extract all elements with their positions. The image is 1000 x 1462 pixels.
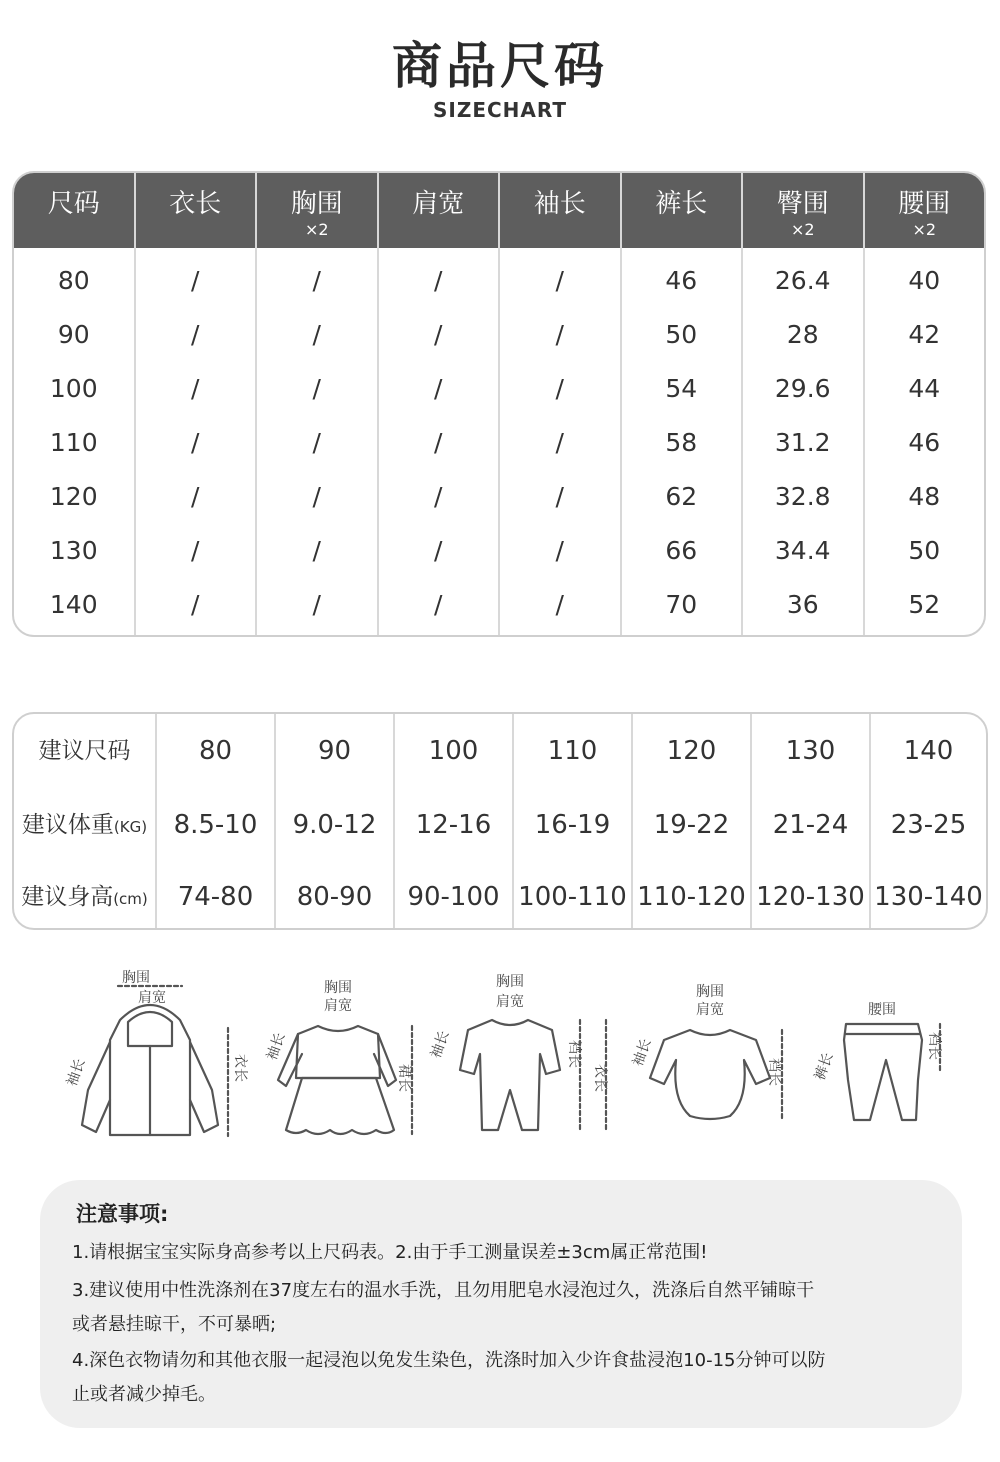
table-cell: 46 <box>908 428 941 457</box>
table-cell: 50 <box>665 320 698 349</box>
table-cell: / <box>434 320 443 349</box>
note-line: 或者悬挂晾干，不可暴晒; <box>72 1314 277 1335</box>
table-cell: 120 <box>666 736 717 766</box>
size-table-column <box>743 248 865 637</box>
recommend-column <box>157 714 276 928</box>
table-cell: 140 <box>49 590 98 619</box>
table-cell: 110 <box>547 736 598 766</box>
row-label-text: 建议身高 <box>21 884 114 910</box>
notes-title: 注意事项: <box>76 1202 169 1226</box>
table-cell: 8.5-10 <box>173 810 258 840</box>
header-cell-pants-length <box>622 173 744 248</box>
table-cell: 70 <box>665 590 698 619</box>
table-cell: 28 <box>786 320 819 349</box>
romper-length-label: 衣长 <box>592 1064 608 1092</box>
table-cell: 62 <box>665 482 698 511</box>
recommend-row-label <box>14 860 155 930</box>
table-cell: / <box>312 536 321 565</box>
table-cell: / <box>191 590 200 619</box>
note-line: 4.深色衣物请勿和其他衣服一起浸泡以免发生染色，洗涤时加入少许食盐浸泡10-15分钟可以防 <box>72 1350 826 1371</box>
table-cell: / <box>555 266 564 295</box>
table-cell: / <box>434 482 443 511</box>
table-cell: 80 <box>57 266 90 295</box>
table-cell: 32.8 <box>774 482 831 511</box>
table-cell: 36 <box>786 590 819 619</box>
header-label: 尺码 <box>47 189 100 219</box>
table-cell: / <box>555 428 564 457</box>
dress-sleeve-label: 袖长 <box>263 1030 289 1063</box>
table-cell: / <box>555 536 564 565</box>
size-table-column <box>257 248 379 637</box>
pants-drawing <box>844 1024 940 1120</box>
table-cell: / <box>191 482 200 511</box>
table-cell: 100 <box>49 374 98 403</box>
header-cell-size <box>14 173 136 248</box>
header-cell-hip <box>743 173 865 248</box>
header-label: 衣长 <box>169 189 222 219</box>
table-cell: 21-24 <box>772 810 849 840</box>
table-cell: 140 <box>903 736 954 766</box>
garment-illustrations <box>40 950 960 1150</box>
recommend-column <box>752 714 871 928</box>
table-cell: 110 <box>49 428 98 457</box>
table-cell: 74-80 <box>177 882 254 912</box>
bodysuit-shoulder-label: 肩宽 <box>696 1002 724 1018</box>
table-cell: 19-22 <box>653 810 730 840</box>
table-cell: 120 <box>49 482 98 511</box>
table-cell: / <box>434 536 443 565</box>
dress-length-label: 裙长 <box>396 1064 412 1092</box>
jacket-sleeve-label: 袖长 <box>63 1056 89 1089</box>
table-cell: 50 <box>908 536 941 565</box>
table-cell: / <box>312 590 321 619</box>
header-cell-shoulder <box>379 173 501 248</box>
header-label: 腰围 <box>898 189 951 219</box>
table-cell: 48 <box>908 482 941 511</box>
table-cell: 130 <box>49 536 98 565</box>
romper-sleeve-label: 袖长 <box>427 1028 453 1061</box>
page-subtitle: SIZECHART <box>432 98 568 122</box>
recommend-row-label <box>14 788 155 862</box>
table-cell: / <box>312 428 321 457</box>
romper-shoulder-label: 肩宽 <box>496 994 524 1010</box>
table-cell: 130 <box>785 736 836 766</box>
size-table-column <box>14 248 136 637</box>
header-cell-waist <box>865 173 985 248</box>
header-cell-length <box>136 173 258 248</box>
table-cell: 26.4 <box>774 266 831 295</box>
header-label: 肩宽 <box>412 189 465 219</box>
bodysuit-chest-label: 胸围 <box>696 984 724 1000</box>
jacket-shoulder-label: 肩宽 <box>138 990 166 1006</box>
jacket-length-label: 衣长 <box>232 1054 248 1082</box>
table-cell: 44 <box>908 374 941 403</box>
table-cell: 34.4 <box>774 536 831 565</box>
table-cell: / <box>312 482 321 511</box>
romper-chest-label: 胸围 <box>496 974 524 990</box>
header-label: 袖长 <box>533 189 586 219</box>
table-cell: 16-19 <box>534 810 611 840</box>
pants-crotch-label: 裆长 <box>926 1032 942 1060</box>
size-table-body <box>14 248 984 637</box>
header-sub: ×2 <box>304 220 329 239</box>
table-cell: 46 <box>665 266 698 295</box>
table-cell: / <box>434 374 443 403</box>
table-cell: 130-140 <box>874 882 983 912</box>
page-title: 商品尺码 <box>392 37 608 95</box>
table-cell: 58 <box>665 428 698 457</box>
pants-length-label: 裤长 <box>811 1050 837 1083</box>
table-cell: 80 <box>198 736 233 766</box>
header-sub: ×2 <box>912 220 937 239</box>
table-cell: / <box>555 482 564 511</box>
size-table-header <box>14 173 984 248</box>
table-cell: 31.2 <box>774 428 831 457</box>
table-cell: / <box>555 374 564 403</box>
table-cell: / <box>312 266 321 295</box>
table-cell: 90-100 <box>407 882 500 912</box>
table-cell: 52 <box>908 590 941 619</box>
row-label-unit: (cm) <box>113 890 148 908</box>
table-cell: 23-25 <box>890 810 967 840</box>
row-label-text: 建议体重 <box>21 812 114 838</box>
recommend-column <box>514 714 633 928</box>
recommend-row-label <box>14 714 155 788</box>
table-cell: / <box>191 320 200 349</box>
header-label: 臀围 <box>776 189 829 219</box>
table-cell: / <box>312 374 321 403</box>
table-cell: / <box>555 590 564 619</box>
header-label: 裤长 <box>655 189 708 219</box>
table-cell: 12-16 <box>415 810 492 840</box>
recommend-column <box>395 714 514 928</box>
size-table-column <box>500 248 622 637</box>
jacket-drawing <box>82 986 228 1136</box>
table-cell: 100 <box>428 736 479 766</box>
table-cell: 9.0-12 <box>292 810 377 840</box>
size-table-column <box>865 248 985 637</box>
table-cell: / <box>312 320 321 349</box>
table-cell: / <box>191 266 200 295</box>
table-cell: 54 <box>665 374 698 403</box>
table-cell: 100-110 <box>518 882 627 912</box>
bodysuit-sleeve-label: 袖长 <box>629 1036 655 1069</box>
header-sub: ×2 <box>790 220 815 239</box>
romper-crotch-label: 裆长 <box>566 1040 582 1068</box>
size-table-column <box>136 248 258 637</box>
recommend-label-column <box>14 714 157 928</box>
jacket-chest-label: 胸围 <box>122 970 150 986</box>
note-line: 止或者减少掉毛。 <box>72 1384 216 1405</box>
table-cell: 90 <box>57 320 90 349</box>
row-label-text: 建议尺码 <box>38 738 131 764</box>
recommend-column <box>276 714 395 928</box>
pants-waist-label: 腰围 <box>868 1002 896 1018</box>
table-cell: / <box>191 428 200 457</box>
table-cell: / <box>191 374 200 403</box>
table-cell: 80-90 <box>296 882 373 912</box>
table-cell: 66 <box>665 536 698 565</box>
size-table-column <box>622 248 744 637</box>
bodysuit-drawing <box>650 1030 782 1120</box>
header-cell-sleeve <box>500 173 622 248</box>
dress-shoulder-label: 肩宽 <box>324 998 352 1014</box>
dress-chest-label: 胸围 <box>324 980 352 996</box>
recommend-column <box>633 714 752 928</box>
table-cell: 42 <box>908 320 941 349</box>
size-table <box>12 171 986 637</box>
recommend-column <box>871 714 986 928</box>
table-cell: / <box>434 266 443 295</box>
note-line: 1.请根据宝宝实际身高参考以上尺码表。2.由于手工测量误差±3cm属正常范围! <box>72 1242 708 1263</box>
header-label: 胸围 <box>290 189 343 219</box>
table-cell: 40 <box>908 266 941 295</box>
table-cell: / <box>434 590 443 619</box>
bodysuit-crotch-label: 裆长 <box>766 1058 782 1086</box>
table-cell: 120-130 <box>756 882 865 912</box>
table-cell: 29.6 <box>774 374 831 403</box>
header-cell-chest <box>257 173 379 248</box>
table-cell: 110-120 <box>637 882 746 912</box>
care-notes <box>40 1180 962 1428</box>
table-cell: / <box>434 428 443 457</box>
size-table-column <box>379 248 501 637</box>
row-label-unit: (KG) <box>113 818 148 836</box>
note-line: 3.建议使用中性洗涤剂在37度左右的温水手洗，且勿用肥皂水浸泡过久，洗涤后自然平铺晾干 <box>72 1280 815 1301</box>
table-cell: 90 <box>317 736 352 766</box>
recommend-table <box>12 712 988 930</box>
romper-drawing <box>460 1020 606 1130</box>
table-cell: / <box>555 320 564 349</box>
dress-drawing <box>278 1026 412 1134</box>
table-cell: / <box>191 536 200 565</box>
